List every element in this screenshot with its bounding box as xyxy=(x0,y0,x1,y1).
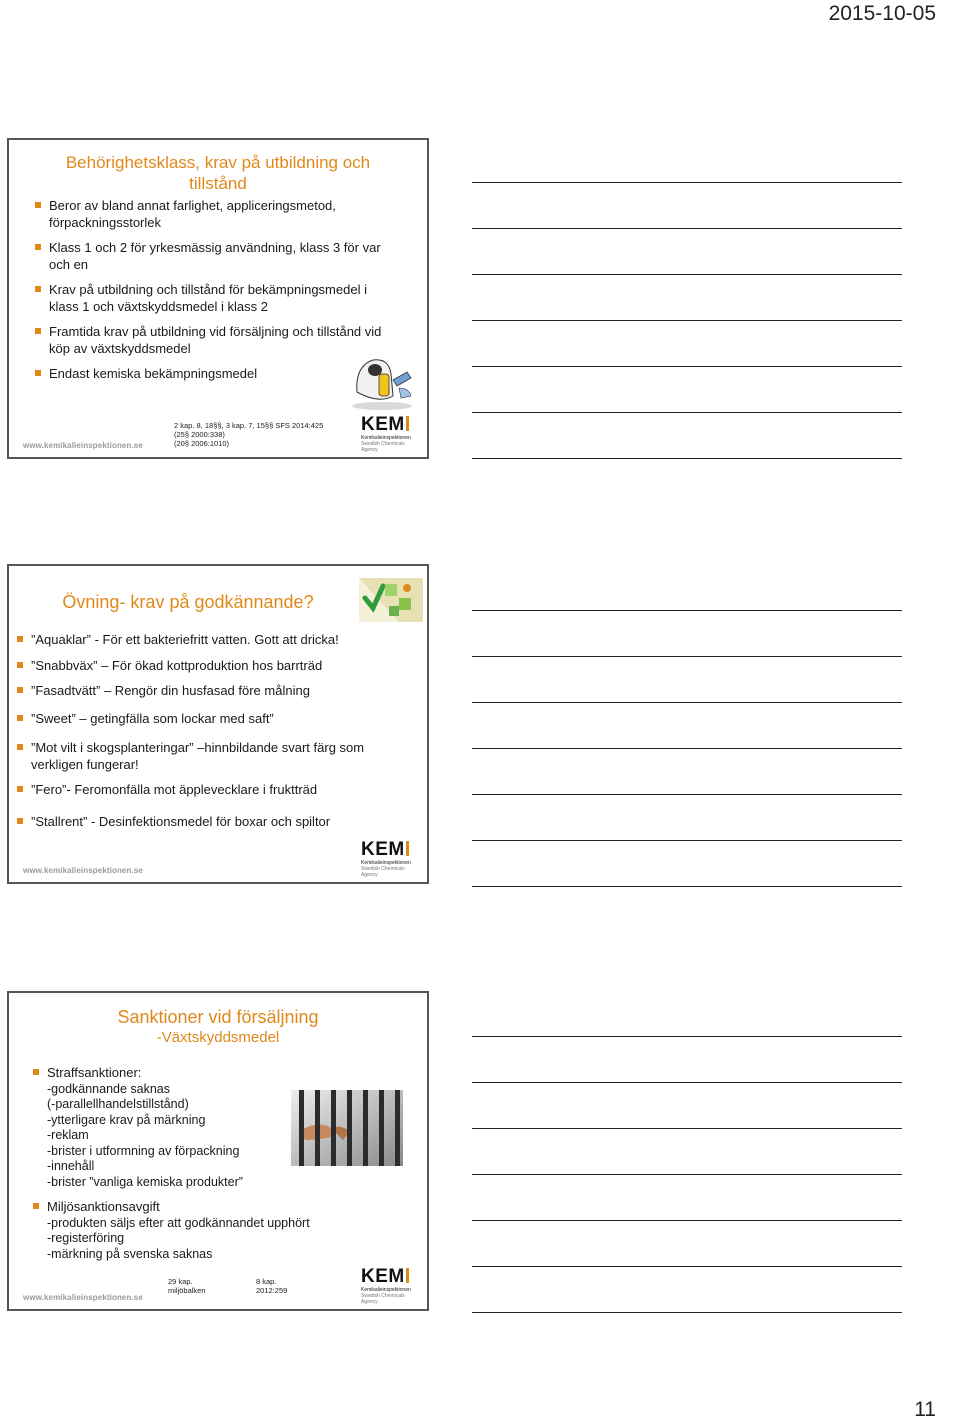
kemi-logo xyxy=(361,1267,415,1305)
kemi-logo xyxy=(361,415,415,453)
sub-item: -ytterligare krav på märkning xyxy=(47,1112,206,1127)
sub-item: -godkännande saknas xyxy=(47,1081,171,1096)
bullet-item: Endast kemiska bekämpningsmedel xyxy=(35,366,385,383)
logo-line-1: Kemikalieinspektionen xyxy=(361,435,411,441)
sub-item: -brister i utformning av förpackning xyxy=(47,1143,240,1158)
bullet-item: ”Fasadtvätt” – Rengör din husfasad före målning xyxy=(17,683,377,700)
bullet-item: ”Sweet” – getingfälla som lockar med saft” xyxy=(17,711,377,728)
bullet-head: Miljösanktionsavgift xyxy=(47,1199,160,1214)
sub-item: (-parallellhandelstillstånd) xyxy=(47,1097,189,1111)
slide-2 xyxy=(7,564,429,884)
bullet-head: Straffsanktioner: xyxy=(47,1065,142,1080)
logo-line-1: Kemikalieinspektionen xyxy=(361,1287,411,1293)
approval-checkmark-icon xyxy=(359,578,423,622)
slide-3 xyxy=(7,991,429,1311)
prison-bars-hands-icon xyxy=(291,1090,403,1166)
ref-line: (25§ 2000:338) xyxy=(174,430,225,439)
bullet-item xyxy=(33,1065,333,1190)
logo-line-2: Swedish Chemicals Agency xyxy=(361,441,405,453)
logo-line-2: Swedish Chemicals Agency xyxy=(361,866,405,878)
bullet-item: Framtida krav på utbildning vid försäljning och tillstånd vid köp av växtskyddsmedel xyxy=(35,324,385,357)
slide-title: Övning- krav på godkännande? xyxy=(62,592,314,612)
bullet-item: ”Aquaklar” - För ett bakteriefritt vatten. Gott att dricka! xyxy=(17,632,377,649)
ref-line: miljöbalken xyxy=(168,1286,206,1295)
logo-line-2: Swedish Chemicals Agency xyxy=(361,1293,405,1305)
logo-bar xyxy=(406,416,409,431)
website-url: www.kemikalieinspektionen.se xyxy=(23,866,143,875)
sub-item: -reklam xyxy=(47,1128,89,1142)
slide-title-line-2: tillstånd xyxy=(189,174,247,193)
bullet-list xyxy=(17,632,377,830)
law-reference-b xyxy=(256,1277,287,1295)
logo-word: KEM xyxy=(361,1266,405,1287)
ref-line: 2 kap. 8, 18§§, 3 kap. 7, 15§§ SFS 2014:425 xyxy=(174,421,324,430)
sub-item: -registerföring xyxy=(47,1231,125,1245)
ref-line: 2012:259 xyxy=(256,1286,288,1295)
website-url: www.kemikalieinspektionen.se xyxy=(23,441,143,450)
protective-suit-worker-icon xyxy=(349,352,415,410)
slide-title-line-1: Behörighetsklass, krav på utbildning och xyxy=(65,153,371,172)
page-number: 11 xyxy=(914,1398,936,1421)
slide-subtitle: -Växtskyddsmedel xyxy=(156,1029,280,1046)
bullet-item: Klass 1 och 2 för yrkesmässig användning, klass 3 för var och en xyxy=(35,240,385,273)
bullet-list xyxy=(35,198,385,383)
sub-item: -märkning på svenska saknas xyxy=(47,1246,213,1261)
sub-item: -produkten säljs efter att godkännandet upphört xyxy=(47,1215,310,1230)
kemi-logo xyxy=(361,840,415,878)
page-date: 2015-10-05 xyxy=(828,2,936,25)
ref-line: (20§ 2006:1010) xyxy=(174,439,230,448)
logo-line-1: Kemikalieinspektionen xyxy=(361,860,411,866)
logo-bar xyxy=(406,841,409,856)
bullet-list xyxy=(33,1065,333,1262)
ref-line: 8 kap. xyxy=(256,1277,277,1286)
bullet-item xyxy=(33,1199,333,1262)
slide-title xyxy=(9,152,427,194)
bullet-item: ”Mot vilt i skogsplanteringar” –hinnbildande svart färg som verkligen fungerar! xyxy=(17,740,377,773)
bullet-item: Beror av bland annat farlighet, appliceringsmetod, förpackningsstorlek xyxy=(35,198,385,231)
bullet-item: ”Fero”- Feromonfälla mot äpplevecklare i fruktträd xyxy=(17,782,377,799)
website-url: www.kemikalieinspektionen.se xyxy=(23,1293,143,1302)
logo-bar xyxy=(406,1268,409,1283)
logo-word: KEM xyxy=(361,839,405,860)
sub-item: -brister ”vanliga kemiska produkter” xyxy=(47,1174,243,1189)
bullet-item: ”Stallrent” - Desinfektionsmedel för boxar och spiltor xyxy=(17,814,377,831)
law-reference xyxy=(174,421,323,448)
bullet-item: Krav på utbildning och tillstånd för bekämpningsmedel i klass 1 och växtskyddsmedel i klass 2 xyxy=(35,282,385,315)
ref-line: 29 kap. xyxy=(168,1277,193,1286)
slide-title: Sanktioner vid försäljning xyxy=(117,1007,319,1027)
sub-item: -innehåll xyxy=(47,1159,95,1173)
slide-1 xyxy=(7,138,429,459)
bullet-item: ”Snabbväx” – För ökad kottproduktion hos barrträd xyxy=(17,658,377,675)
logo-word: KEM xyxy=(361,414,405,435)
law-reference-a xyxy=(168,1277,206,1295)
